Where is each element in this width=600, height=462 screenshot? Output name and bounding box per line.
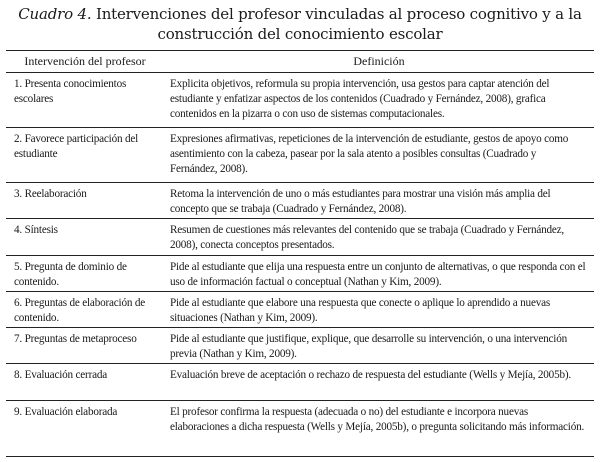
intervention-cell: 8. Evaluación cerrada (14, 369, 108, 381)
intervention-cell: 9. Evaluación elaborada (14, 406, 118, 418)
table-row (6, 256, 594, 292)
table-row (6, 183, 594, 219)
definition-cell: Pide al estudiante que elabore una respuesta que conecte o aplique lo aprendido a nuevas situaciones (Nathan y Kim, 2009). (170, 297, 551, 324)
intervention-cell: 5. Pregunta de dominio de contenido. (14, 261, 127, 288)
table-row (6, 128, 594, 183)
caption-title-line-2: construcción del conocimiento escolar (157, 25, 443, 43)
intervention-cell: 1. Presenta conocimientos escolares (14, 78, 127, 105)
caption-label: Cuadro 4. (18, 5, 92, 23)
table-row (6, 401, 594, 456)
intervention-cell: 7. Preguntas de metaproceso (14, 333, 137, 345)
caption-title-line-1: Intervenciones del profesor vinculadas al proceso cognitivo y a la (95, 5, 582, 23)
table-row (6, 73, 594, 128)
intervention-cell: 4. Síntesis (14, 224, 58, 236)
definition-cell: Pide al estudiante que justifique, explique, que desarrolle su intervención, o una intervención previa (Nathan y Kim, 2009). (170, 333, 567, 360)
intervention-cell: 3. Reelaboración (14, 188, 87, 200)
table-caption (0, 4, 600, 44)
definition-cell: Retoma la intervención de uno o más estudiantes para mostrar una visión más amplia del concepto que se trabaja (Cuadrado y Fernández, 2008). (170, 188, 551, 215)
table-row (6, 219, 594, 256)
definition-cell: Explicita objetivos, reformula su propia intervención, usa gestos para captar atención del estudiante y enfatizar aspectos de los contenidos (Cuadrado y Fernández, 2008), grafica contenidos en la pizarra o con uso de sistemas computacionales. (170, 78, 550, 120)
table-row (6, 328, 594, 364)
definition-cell: Evaluación breve de aceptación o rechazo de respuesta del estudiante (Wells y Mejía, 2005b). (170, 369, 571, 381)
table-header-row (6, 51, 594, 73)
definition-cell: Resumen de cuestiones más relevantes del contenido que se trabaja (Cuadrado y Fernández, 2008), conecta conceptos presentados. (170, 224, 565, 251)
intervention-cell: 2. Favorece participación del estudiante (14, 133, 139, 160)
interventions-table (6, 50, 594, 457)
definition-cell: El profesor confirma la respuesta (adecuada o no) del estudiante e incorpora nuevas elaboraciones a dicha respuesta (Wells y Mejía, 2005b), o pregunta solicitando más información. (170, 406, 585, 433)
header-intervention: Intervención del profesor (24, 54, 146, 68)
table-row (6, 292, 594, 328)
intervention-cell: 6. Preguntas de elaboración de contenido. (14, 297, 145, 324)
definition-cell: Expresiones afirmativas, repeticiones de la intervención de estudiante, gestos de apoyo como asentimiento con la cabeza, pasear por la sala atento a posibles consultas (Cuadrado y Fernández, 2008). (170, 133, 569, 175)
definition-cell: Pide al estudiante que elija una respuesta entre un conjunto de alternativas, o que responda con el uso de información factual o conceptual (Nathan y Kim, 2009). (170, 261, 586, 288)
table-row (6, 364, 594, 401)
caption-line-1 (0, 4, 600, 24)
header-definition: Definición (353, 54, 405, 68)
